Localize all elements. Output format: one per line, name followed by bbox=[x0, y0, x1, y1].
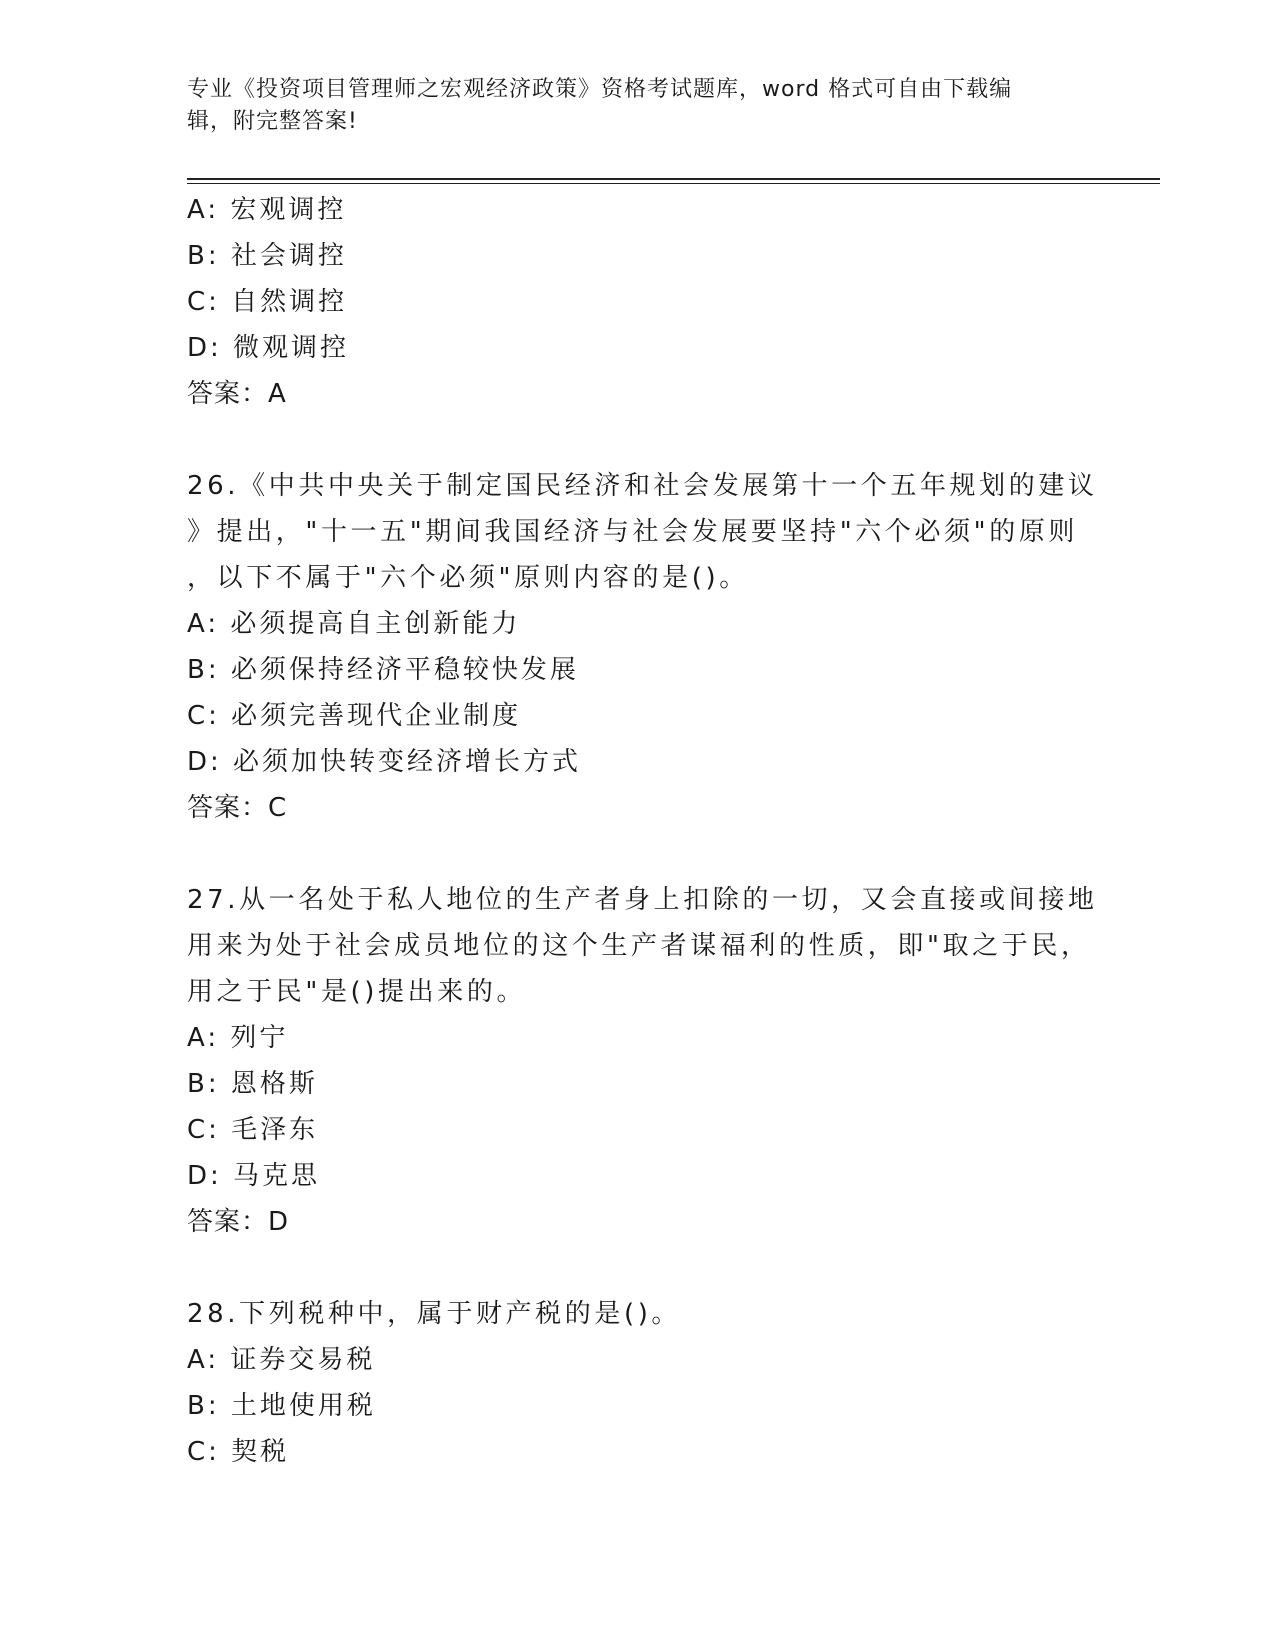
option-b: B: 社会调控 bbox=[187, 241, 347, 271]
question-block-27 bbox=[187, 877, 1098, 1245]
question-stem bbox=[187, 1291, 1087, 1337]
stem-line-1: 28.下列税种中，属于财产税的是()。 bbox=[187, 1299, 682, 1329]
spacer bbox=[187, 831, 1087, 877]
option-a: A: 证券交易税 bbox=[187, 1345, 376, 1375]
question-block-28 bbox=[187, 1291, 1087, 1475]
answer-line: 答案：A bbox=[187, 379, 287, 409]
header-note-line-2: 辑，附完整答案! bbox=[187, 109, 358, 134]
header-note-line-1: 专业《投资项目管理师之宏观经济政策》资格考试题库，word 格式可自由下载编 bbox=[187, 77, 1013, 102]
answer-line: 答案：D bbox=[187, 1207, 290, 1237]
option-c: C: 毛泽东 bbox=[187, 1115, 319, 1145]
stem-line-2: 用来为处于社会成员地位的这个生产者谋福利的性质，即"取之于民， bbox=[187, 931, 1091, 961]
option-b: B: 恩格斯 bbox=[187, 1069, 318, 1099]
stem-line-2: 》提出，"十一五"期间我国经济与社会发展要坚持"六个必须"的原则 bbox=[187, 517, 1079, 547]
option-c: C: 自然调控 bbox=[187, 287, 348, 317]
stem-line-3: ，以下不属于"六个必须"原则内容的是()。 bbox=[187, 563, 749, 593]
answer-line: 答案：C bbox=[187, 793, 288, 823]
question-block-25 bbox=[187, 187, 1087, 417]
option-d: D: 马克思 bbox=[187, 1161, 321, 1191]
stem-line-1: 27.从一名处于私人地位的生产者身上扣除的一切，又会直接或间接地 bbox=[187, 885, 1098, 915]
spacer bbox=[187, 417, 1087, 463]
option-a: A: 宏观调控 bbox=[187, 195, 347, 225]
option-c: C: 契税 bbox=[187, 1437, 290, 1467]
option-a: A: 列宁 bbox=[187, 1023, 289, 1053]
question-stem bbox=[187, 877, 1098, 1015]
option-d: D: 微观调控 bbox=[187, 333, 350, 363]
question-block-26 bbox=[187, 463, 1098, 831]
stem-line-3: 用之于民"是()提出来的。 bbox=[187, 977, 527, 1007]
option-b: B: 土地使用税 bbox=[187, 1391, 376, 1421]
option-b: B: 必须保持经济平稳较快发展 bbox=[187, 655, 579, 685]
question-stem bbox=[187, 463, 1098, 601]
option-a: A: 必须提高自主创新能力 bbox=[187, 609, 521, 639]
stem-line-1: 26.《中共中央关于制定国民经济和社会发展第十一个五年规划的建议 bbox=[187, 471, 1098, 501]
header-note bbox=[187, 74, 1067, 138]
header-rule-thin bbox=[187, 183, 1160, 184]
option-d: D: 必须加快转变经济增长方式 bbox=[187, 747, 582, 777]
question-list bbox=[187, 187, 1098, 1475]
spacer bbox=[187, 1245, 1087, 1291]
option-c: C: 必须完善现代企业制度 bbox=[187, 701, 522, 731]
header-rule-thick bbox=[187, 178, 1160, 180]
